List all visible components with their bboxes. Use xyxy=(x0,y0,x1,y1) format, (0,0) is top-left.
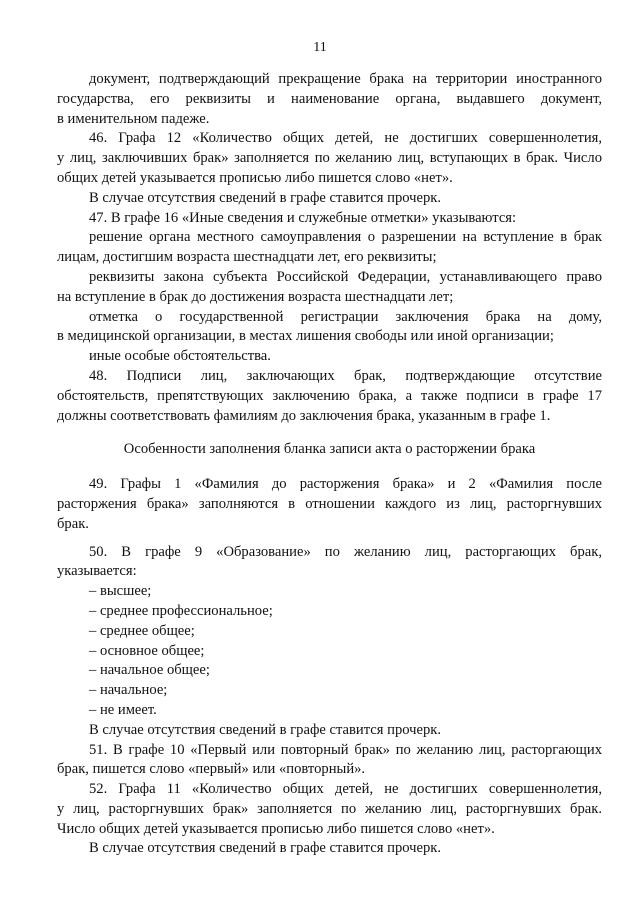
text-line: В случае отсутствия сведений в графе ставится прочерк. xyxy=(89,840,442,857)
text-line: лицам, достигшим возраста шестнадцати лет, его реквизиты; xyxy=(57,249,437,266)
text-line: брак. xyxy=(57,515,89,532)
text-line: В случае отсутствия сведений в графе ставится прочерк. xyxy=(89,189,442,206)
text-line: в медицинской организации, в местах лишения свободы или иной организации; xyxy=(57,328,554,345)
list-item: – среднее профессиональное; xyxy=(89,602,273,619)
text-line: 47. В графе 16 «Иные сведения и служебные отметки» указываются: xyxy=(89,209,517,226)
text-line: 49. Графы 1 «Фамилия до расторжения брака» и 2 «Фамилия после xyxy=(89,476,602,493)
text-line: Число общих детей указывается прописью либо пишется слово «нет». xyxy=(57,820,495,837)
text-line: в именительном падеже. xyxy=(57,110,210,127)
text-line: обстоятельств, препятствующих заключению брака, а также подписи в графе 17 xyxy=(57,387,602,404)
text-line: указывается: xyxy=(57,563,137,580)
text-line: у лиц, расторгнувших брак» заполняется по желанию лиц, расторгнувших брак. xyxy=(57,800,602,817)
paragraph-51 xyxy=(57,741,602,781)
paragraph-46-absent xyxy=(57,189,602,209)
text-line: иные особые обстоятельства. xyxy=(89,348,271,365)
paragraph-52 xyxy=(57,780,602,859)
text-line: реквизиты закона субъекта Российской Федерации, устанавливающего право xyxy=(89,268,602,285)
list-item: – основное общее; xyxy=(89,642,205,659)
list-item: – начальное; xyxy=(89,682,168,699)
text-line: должны соответствовать фамилиям до заключения брака, указанным в графе 1. xyxy=(57,407,551,424)
text-line: общих детей указывается прописью либо пишется слово «нет». xyxy=(57,169,453,186)
list-item: – высшее; xyxy=(89,583,152,600)
paragraph-46 xyxy=(57,129,602,188)
paragraph-50-absent xyxy=(57,721,602,741)
text-line: на вступление в брак до достижения возраста шестнадцати лет; xyxy=(57,288,454,305)
list-item: – начальное общее; xyxy=(89,662,210,679)
text-line: отметка о государственной регистрации заключения брака на дому, xyxy=(89,308,602,325)
paragraph-47 xyxy=(57,209,602,367)
page-number: 11 xyxy=(313,40,327,55)
text-line: 50. В графе 9 «Образование» по желанию лиц, расторгающих брак, xyxy=(89,543,602,560)
list-item: – среднее общее; xyxy=(89,622,195,639)
text-line: государства, его реквизиты и наименование органа, выдавшего документ, xyxy=(57,90,602,107)
text-line: 48. Подписи лиц, заключающих брак, подтверждающие отсутствие xyxy=(89,367,602,384)
text-line: 46. Графа 12 «Количество общих детей, не достигших совершеннолетия, xyxy=(89,130,602,147)
paragraph-48 xyxy=(57,367,602,426)
list-item: – не имеет. xyxy=(89,701,157,718)
text-line: В случае отсутствия сведений в графе ставится прочерк. xyxy=(89,721,442,738)
text-line: расторжения брака» заполняются в отношении каждого из лиц, расторгнувших xyxy=(57,495,602,512)
paragraph-50 xyxy=(57,543,602,583)
paragraph-continuation xyxy=(57,70,602,129)
text-line: брак, пишется слово «первый» или «повторный». xyxy=(57,761,366,778)
document-body xyxy=(57,70,602,859)
text-line: 51. В графе 10 «Первый или повторный брак» по желанию лиц, расторгающих xyxy=(89,741,602,758)
text-line: 52. Графа 11 «Количество общих детей, не достигших совершеннолетия, xyxy=(89,781,602,798)
education-list xyxy=(57,582,602,721)
paragraph-49 xyxy=(57,475,602,534)
section-heading: Особенности заполнения бланка записи акта о расторжении брака xyxy=(123,441,536,458)
text-line: у лиц, заключивших брак» заполняется по желанию лиц, вступающих в брак. Число xyxy=(57,150,602,167)
text-line: документ, подтверждающий прекращение брака на территории иностранного xyxy=(89,71,602,87)
text-line: решение органа местного самоуправления о разрешении на вступление в брак xyxy=(89,229,602,246)
